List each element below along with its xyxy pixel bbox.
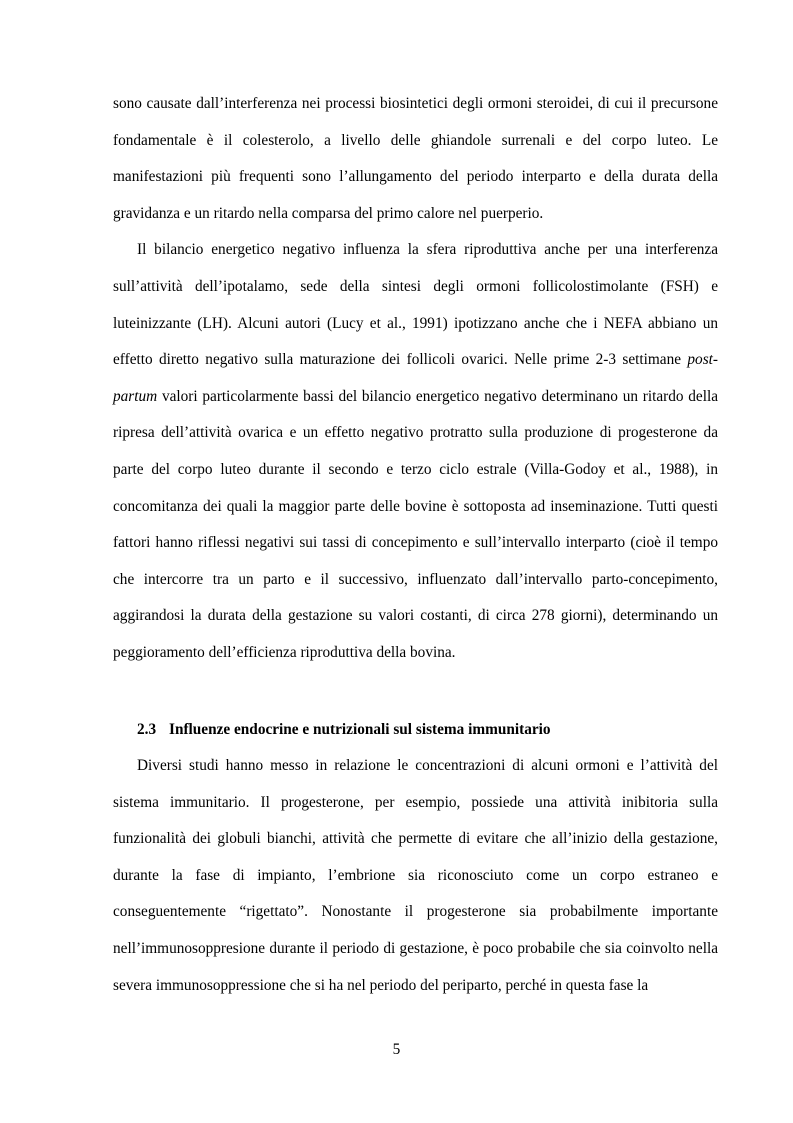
paragraph-2-italic: post-partum [113, 351, 718, 405]
section-number: 2.3 [137, 720, 157, 738]
page-number: 5 [392, 1041, 401, 1058]
document-page [113, 86, 718, 1004]
paragraph-2 [113, 232, 718, 671]
paragraph-3: Diversi studi hanno messo in relazione le concentrazioni di alcuni ormoni e l’attività del sistema immunitario. Il progesterone, per esempio, possiede una attività inibitoria sulla funzionalità dei globuli bianchi, attività che permette di evitare che all’inizio della gestazione, durante la fase di impianto, l’embrione sia riconosciuto come un corpo estraneo e conseguentemente “rigettato”. Nonostante il progesterone sia probabilmente importante nell’immunosoppresione durante il periodo di gestazione, è poco probabile che sia coinvolto nella severa immunosoppressione che si ha nel periodo del periparto, perché in questa fase la [113, 757, 718, 994]
section-heading [113, 712, 718, 749]
paragraph-1: sono causate dall’interferenza nei processi biosintetici degli ormoni steroidei, di cui il precursone fondamentale è il colesterolo, a livello delle ghiandole surrenali e del corpo luteo. Le manifestazioni più frequenti sono l’allungamento del periodo interparto e della durata della gravidanza e un ritardo nella comparsa del primo calore nel puerperio. [113, 95, 718, 222]
paragraph-2-text-a: Il bilancio energetico negativo influenza la sfera riproduttiva anche per una interferenza sull’attività dell’ipotalamo, sede della sintesi degli ormoni follicolostimolante (FSH) e luteinizzante (LH). Alcuni autori (Lucy et al., 1991) ipotizzano anche che i NEFA abbiano un effetto diretto negativo sulla maturazione dei follicoli ovarici. Nelle prime 2-3 settimane [113, 241, 718, 369]
paragraph-2-text-b: valori particolarmente bassi del bilancio energetico negativo determinano un ritardo della ripresa dell’attività ovarica e un effetto negativo protratto sulla produzione di progesterone da parte del corpo luteo durante il secondo e terzo ciclo estrale (Villa-Godoy et al., 1988), in concomitanza dei quali la maggior parte delle bovine è sottoposta ad inseminazione. Tutti questi fattori hanno riflessi negativi sui tassi di concepimento e sull’intervallo interparto (cioè il tempo che intercorre tra un parto e il successivo, influenzato dall’intervallo parto-concepimento, aggirandosi la durata della gestazione su valori costanti, di circa 278 giorni), determinando un peggioramento dell’efficienza riproduttiva della bovina. [113, 387, 718, 661]
section-title: Influenze endocrine e nutrizionali sul sistema immunitario [169, 720, 551, 738]
